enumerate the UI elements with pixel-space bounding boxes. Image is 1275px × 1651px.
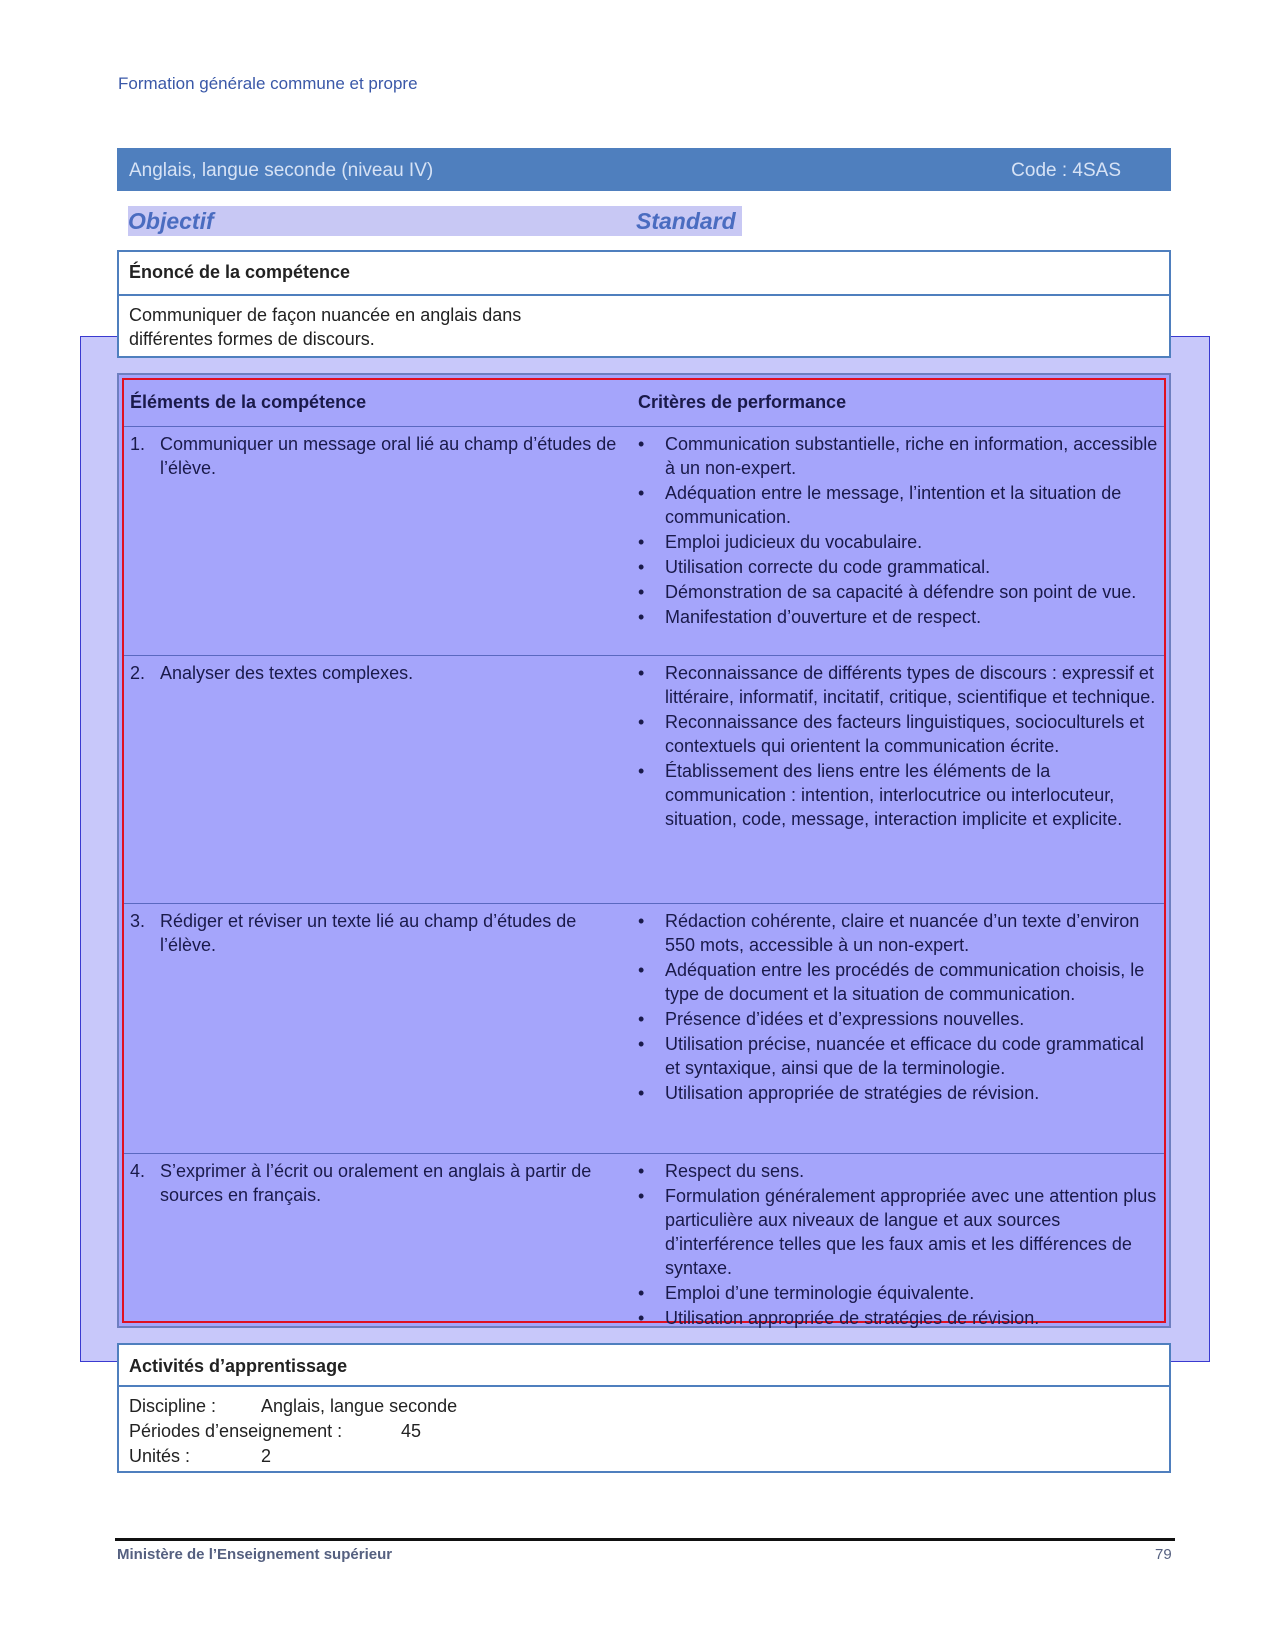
criterion: • Emploi d’une terminologie équivalente. xyxy=(638,1281,1158,1305)
criterion: • Utilisation correcte du code grammatical. xyxy=(638,555,1158,579)
activites-label: Activités d’apprentissage xyxy=(129,1356,348,1376)
criteria-column-header: Critères de performance xyxy=(638,392,847,412)
element-section-2 xyxy=(124,655,1164,904)
course-title: Anglais, langue seconde (niveau IV) xyxy=(129,160,434,181)
elements-table-inner xyxy=(122,378,1166,1328)
unites-row xyxy=(129,1446,272,1467)
elements-table xyxy=(117,373,1171,1328)
element-4 xyxy=(130,1159,620,1207)
standard-heading: Standard xyxy=(636,208,736,234)
criterion: • Rédaction cohérente, claire et nuancée d’un texte d’environ 550 mots, accessible à un non-expert. xyxy=(638,909,1158,957)
periodes-value: 45 xyxy=(401,1421,422,1441)
element-text: Rédiger et réviser un texte lié au champ d’études de l’élève. xyxy=(160,911,577,955)
activites-box xyxy=(117,1343,1171,1473)
criterion: • Adéquation entre le message, l’intention et la situation de communication. xyxy=(638,481,1158,529)
criterion: • Respect du sens. xyxy=(638,1159,1158,1183)
footer-ministry: Ministère de l’Enseignement supérieur xyxy=(117,1546,393,1563)
criterion: • Présence d’idées et d’expressions nouvelles. xyxy=(638,1007,1158,1031)
sub-headings xyxy=(128,206,742,236)
criterion: • Emploi judicieux du vocabulaire. xyxy=(638,530,1158,554)
discipline-value: Anglais, langue seconde xyxy=(261,1396,458,1416)
criterion: • Établissement des liens entre les éléments de la communication : intention, interlocutrice ou interlocuteur, situation, code, message, interaction implicite et explicite. xyxy=(638,759,1158,831)
title-bar xyxy=(117,148,1171,191)
criterion: • Utilisation appropriée de stratégies de révision. xyxy=(638,1081,1158,1105)
criterion: • Communication substantielle, riche en information, accessible à un non-expert. xyxy=(638,432,1158,480)
criterion: • Adéquation entre les procédés de communication choisis, le type de document et la situation de communication. xyxy=(638,958,1158,1006)
criterion: • Utilisation appropriée de stratégies de révision. xyxy=(638,1306,1158,1330)
criterion: • Manifestation d’ouverture et de respect. xyxy=(638,605,1158,629)
criteria-list-1 xyxy=(638,432,1158,630)
unites-label: Unités : xyxy=(129,1446,191,1466)
element-text: Communiquer un message oral lié au champ d’études de l’élève. xyxy=(160,434,617,478)
discipline-label: Discipline : xyxy=(129,1396,217,1416)
page-number: 79 xyxy=(1155,1546,1172,1563)
running-head: Formation générale commune et propre xyxy=(118,74,418,93)
criteria-list-3 xyxy=(638,909,1158,1106)
footer-rule xyxy=(115,1538,1175,1541)
element-number: 2. xyxy=(130,663,146,683)
enonce-text xyxy=(129,303,521,351)
unites-value: 2 xyxy=(261,1446,272,1466)
discipline-row xyxy=(129,1396,458,1417)
elements-column-header: Éléments de la compétence xyxy=(130,392,367,412)
course-code: Code : 4SAS xyxy=(1011,160,1121,181)
periodes-label: Périodes d’enseignement : xyxy=(129,1421,343,1441)
enonce-line-1: Communiquer de façon nuancée en anglais dans xyxy=(129,305,522,325)
periodes-row xyxy=(129,1421,422,1442)
enonce-line-2: différentes formes de discours. xyxy=(129,329,375,349)
element-number: 3. xyxy=(130,911,146,931)
enonce-box xyxy=(117,250,1171,358)
objectif-heading: Objectif xyxy=(128,208,214,234)
criterion: • Reconnaissance des facteurs linguistiques, socioculturels et contextuels qui orientent la communication écrite. xyxy=(638,710,1158,758)
criteria-list-4 xyxy=(638,1159,1158,1331)
element-number: 1. xyxy=(130,434,146,454)
element-2 xyxy=(130,661,620,685)
element-section-4 xyxy=(124,1153,1164,1328)
criterion: • Démonstration de sa capacité à défendre son point de vue. xyxy=(638,580,1158,604)
criterion: • Formulation généralement appropriée avec une attention plus particulière aux niveaux de langue et aux sources d’interférence telles que les faux amis et les différences de syntaxe. xyxy=(638,1184,1158,1280)
criterion: • Utilisation précise, nuancée et efficace du code grammatical et syntaxique, ainsi que de la terminologie. xyxy=(638,1032,1158,1080)
enonce-label: Énoncé de la compétence xyxy=(129,262,351,282)
element-number: 4. xyxy=(130,1161,146,1181)
element-section-1 xyxy=(124,426,1164,656)
criterion: • Reconnaissance de différents types de discours : expressif et littéraire, informatif, incitatif, critique, scientifique et technique. xyxy=(638,661,1158,709)
element-text: Analyser des textes complexes. xyxy=(160,663,414,683)
element-text: S’exprimer à l’écrit ou oralement en anglais à partir de sources en français. xyxy=(160,1161,592,1205)
element-1 xyxy=(130,432,620,480)
element-3 xyxy=(130,909,620,957)
criteria-list-2 xyxy=(638,661,1158,832)
element-section-3 xyxy=(124,903,1164,1154)
